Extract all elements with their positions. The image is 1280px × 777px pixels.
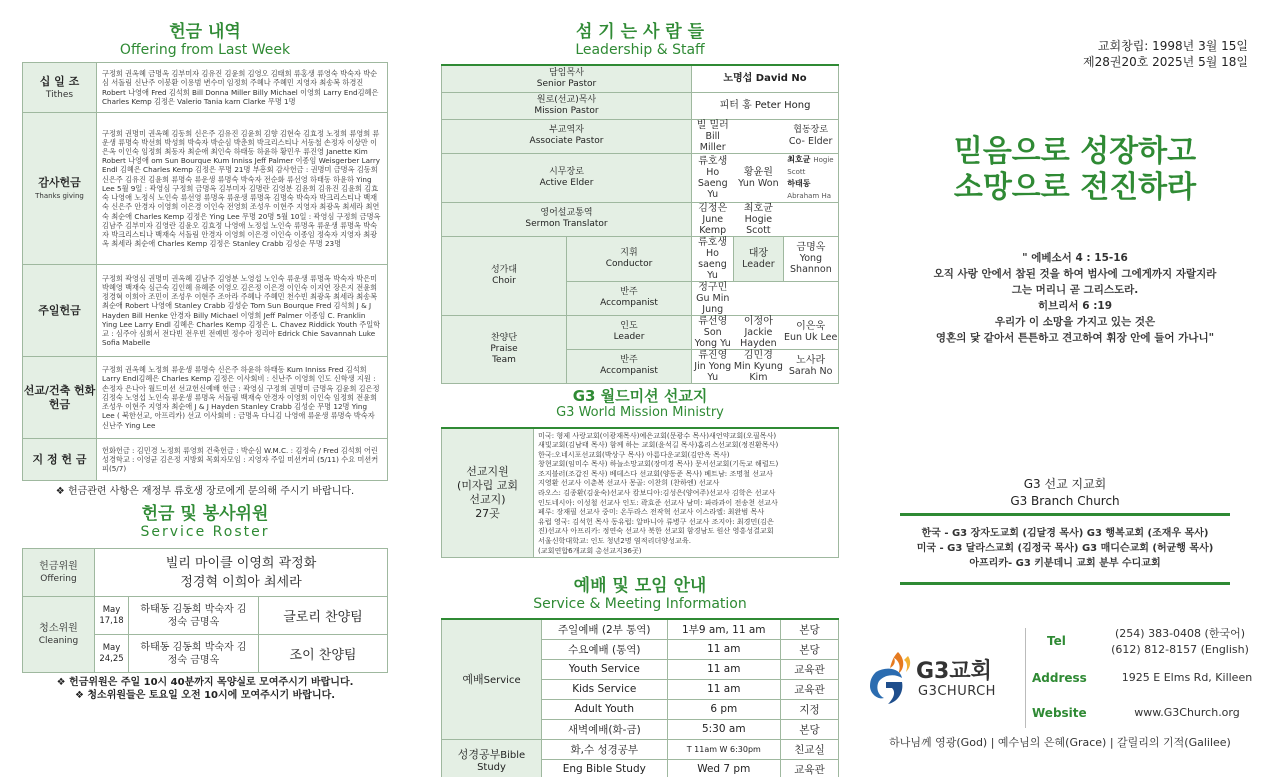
worship-category-en: Bible Study: [477, 749, 526, 773]
branch-line: 아프리카- G3 키분데니 교회 분부 수디교회: [969, 558, 1161, 569]
cleaning-names: 하태동 김동희 박숙자 김정숙 금명옥: [129, 635, 259, 673]
website-label-text: Website: [1032, 706, 1087, 720]
mission-pastor-name: 피터 홍 Peter Hong: [692, 92, 839, 119]
worship-table: [441, 618, 839, 777]
mission-line: 미국: 형제 사랑교회(이광재목사)예은교회(문광수 목사)새언약교회(오필목사): [538, 430, 777, 440]
service-place: 지정: [781, 699, 839, 719]
roster-cleaning-row: [23, 597, 388, 635]
website-link[interactable]: www.G3Church.org: [1134, 706, 1240, 719]
cleaning-names: 하태동 김동희 박숙자 김정숙 금명옥: [129, 597, 259, 635]
mission-line: 유럽 영국: 김석헌 목사 동유럽: 알바니아 류병구 선교사 조지아: 최경민(김은: [538, 516, 774, 526]
person-name-en: Bill Miller: [699, 130, 726, 153]
mission-line: 창현교회(임미수 목사) 하늘소망교회(장미경 목사) 문서선교회(기독교 해럴드): [538, 459, 779, 469]
person-name: 금명옥: [796, 242, 826, 253]
sub-role-label-en: Leader: [742, 258, 775, 270]
branch-subtitle: G3 Branch Church: [1010, 494, 1120, 508]
worship-category: 예배: [462, 673, 484, 687]
worship-category: 성경공부: [457, 747, 501, 761]
mission-list: [534, 428, 839, 558]
mission-label: 선교지원: [466, 464, 509, 478]
leadership-table: [441, 64, 839, 384]
roster-label-en: Cleaning: [38, 635, 79, 646]
verse-line: 그는 머리니 곧 그리스도라.: [1011, 284, 1139, 296]
role-label-en: Associate Pastor: [529, 136, 604, 146]
worship-header: [441, 576, 839, 612]
service-time: 6 pm: [667, 699, 780, 719]
person-name: 이정아: [743, 315, 773, 327]
person-name-en: Hogie Scott: [744, 213, 773, 236]
row-senior-pastor: [442, 65, 839, 92]
mission-line: 한국:오네시포선교회(박상구 목사) 아름다운교회(김안옥 목사): [538, 449, 730, 459]
roster-subtitle: Service Roster: [140, 524, 270, 540]
service-place: 교육관: [781, 759, 839, 777]
tel-values: [1100, 626, 1260, 658]
person-name-en: Min Kyung Kim: [733, 360, 783, 383]
person-name: 노사라: [796, 355, 826, 366]
service-time: 5:30 am: [667, 719, 780, 739]
motto-line: 믿음으로 성장하고: [953, 134, 1197, 169]
co-elder-label-en: Co- Elder: [788, 136, 833, 147]
row-mission-pastor: [442, 92, 839, 119]
sub-role-label-en: Leader: [613, 332, 645, 342]
offering-committee-line: 빌리 마이클 이영희 곽정화: [165, 555, 317, 571]
person-name-en: June Kemp: [699, 213, 727, 236]
person-name: 이은욱: [796, 321, 826, 332]
roster-label: 헌금위원: [39, 560, 78, 572]
offering-note: ❖ 헌금관련 사항은 재정부 류호생 장로에게 문의해 주시기 바랍니다.: [55, 486, 355, 497]
offering-table: [22, 62, 388, 481]
footer-slogan: 하나님께 영광(God) | 예수님의 은혜(Grace) | 갈릴리의 기적(Galilee): [889, 736, 1231, 749]
offering-names: 헌화헌금 : 김민경 노정희 류영희 건축헌금 : 박순심 W.M.C. : 김정숙 / Fred 김석희 어린성경학교 : 이영균 김은정 지방회 목회자모임 : 지영자 주일 미션커피 (5/11) 수요 미션커피(5/7): [97, 439, 388, 481]
mission-line: 라오스: 김종환(김윤숙)선교사 캄보디아:김성은(양여주)선교사 김학은 선교사: [538, 488, 776, 498]
leadership-header: [441, 22, 839, 58]
tel-label-text: Tel: [1047, 634, 1066, 648]
worship-row: [442, 619, 839, 639]
website-label: [1032, 706, 1087, 720]
person-name-en: Abraham Ha: [787, 191, 832, 200]
roster-note: ❖ 청소위원들은 토요일 오전 10시에 모여주시기 바랍니다.: [74, 690, 336, 701]
person-name-en: Gu Min Jung: [696, 292, 730, 315]
branch-line: 미국 - G3 달라스교회 (김정국 목사) G3 매디슨교회 (허균행 목사): [916, 543, 1214, 554]
role-label: 영어설교통역: [540, 208, 593, 218]
sub-role-label: 지휘: [620, 247, 638, 258]
roster-header: [22, 504, 388, 540]
sub-role-label-en: Accompanist: [600, 298, 658, 308]
logo-text: G3교회: [916, 659, 992, 684]
service-place: 본당: [781, 619, 839, 639]
mission-line: 조지블러(조갑진 목사) 베데스다 선교회(양동준 목사) 베트남: 조명철 선교사: [538, 468, 773, 478]
roster-title: 헌금 및 봉사위원: [141, 504, 269, 524]
verse-line: 히브리서 6 :19: [1038, 300, 1112, 312]
mission-line: 서울신학대학교: 인도 청년2명 염적리더양성교육.: [538, 536, 691, 546]
role-label-en: Active Elder: [539, 177, 594, 188]
column-offering: [22, 0, 388, 777]
tel-english[interactable]: (612) 812-8157 (English): [1111, 643, 1249, 656]
row-label-en: Tithes: [45, 89, 74, 100]
branch-title: G3 선교 지교회: [1023, 477, 1107, 491]
role-label: 부교역자: [549, 125, 584, 135]
mission-label: 선교지): [469, 492, 506, 506]
co-elder-label: 협동장로: [793, 125, 829, 135]
sub-role-label: 반주: [620, 355, 638, 365]
person-name: 빌 밀러: [696, 119, 729, 131]
offering-row-designated: [23, 439, 388, 481]
scripture: [880, 250, 1270, 346]
offering-committee-line: 정경혁 이희아 최세라: [180, 574, 302, 590]
role-label-en: Mission Pastor: [534, 105, 599, 116]
service-place: 친교실: [781, 739, 839, 759]
cleaning-date: May 24,25: [95, 635, 129, 673]
contact-divider: [1025, 628, 1026, 728]
service-time: 11 am: [667, 639, 780, 659]
worship-row: [442, 739, 839, 759]
address-value[interactable]: 1925 E Elms Rd, Killeen: [1121, 671, 1253, 684]
issue-info: [1083, 38, 1248, 70]
service-time: 11 am: [667, 659, 780, 679]
address-label: [1032, 671, 1087, 685]
service-place: 본당: [781, 719, 839, 739]
person-name-en: Yun Won: [738, 177, 779, 189]
verse-line: 영혼의 닻 같아서 튼튼하고 견고하여 휘장 안에 들어 가나니": [935, 332, 1215, 344]
sub-role-label: 반주: [620, 287, 638, 297]
cleaning-team: 조이 찬양팀: [259, 635, 388, 673]
person-name: 최호균: [787, 154, 811, 164]
offering-row-sunday: [23, 265, 388, 357]
mission-subtitle: G3 World Mission Ministry: [556, 404, 724, 420]
person-name: 류선영: [698, 315, 728, 327]
role-label-en: Choir: [492, 275, 516, 286]
address-label-text: Address: [1032, 671, 1087, 685]
person-name-en: Ho Saeng Yu: [697, 166, 728, 200]
mission-line: 인도네시아: 이성철 선교사 인도: 곽효준 선교사 남미: 파라과이 전송천 선교사: [538, 497, 778, 507]
role-label-en: Sermon Translator: [525, 219, 608, 229]
row-label: 감사헌금: [38, 175, 81, 189]
service-name: 수요예배 (통역): [542, 639, 668, 659]
person-name-en: Eun Uk Lee: [783, 332, 838, 343]
mission-line: 지영환 선교사 이춘복 선교사 몽골: 이찬희 (찬하엔) 선교사: [538, 478, 720, 488]
service-place: 본당: [781, 639, 839, 659]
offering-names: 구정희 권옥혜 노정희 류운생 류명숙 신은주 하윤하 하태동 Kum Inniss Fred 김석희 Larry Endl김혜은 Charles Kemp 김정은 이사회비 : 신난주 이영희 인도 신학생 지원 : 손정자 은나아 월드미션 선교헌신예배 헌금 : 곽영심 구정희 권명미 금명옥 김윤희 김은정 김정숙 노영섭 노인숙 류운생 류명옥 서돌림 백재숙 안경자 이영희 이인숙 임정희 전윤희 조성우 이현주 지영자 최순애 J & J Hayden Stanley Crabb 김성순 무명 12명 Ying Lee ( 북한선교, 아프리카) 선교 이사회비 : 금명옥 다니김 나영애 류운생 류명숙 박숙자 신난주 Ying Lee: [97, 357, 388, 439]
mission-line: 새빛교회(김남태 목사) 함께 하는 교회(윤석길 목사)홈리스선교회(정진환목사): [538, 440, 779, 450]
person-name-en: Son Yong Yu: [694, 326, 731, 349]
person-name: 류호생: [698, 236, 727, 248]
cleaning-date: May 17,18: [95, 597, 129, 635]
leadership-subtitle: Leadership & Staff: [575, 42, 705, 58]
person-name-en: Sarah No: [788, 366, 833, 377]
service-name: 새벽예배(화-금): [542, 719, 668, 739]
row-label: 십 일 조: [39, 74, 80, 88]
column-leadership: [441, 0, 839, 777]
issue-number: 제28권20호 2025년 5월 18일: [1083, 55, 1248, 69]
service-time: 11 am: [667, 679, 780, 699]
service-time: Wed 7 pm: [667, 759, 780, 777]
sub-role-label-en: Conductor: [605, 258, 653, 269]
worship-title: 예배 및 모임 안내: [573, 576, 707, 597]
motto: [880, 134, 1270, 206]
offering-header: [22, 22, 388, 58]
service-name: Youth Service: [542, 659, 668, 679]
mission-label: (미자립 교회: [457, 478, 518, 492]
person-name: 하태동: [787, 178, 811, 188]
service-place: 교육관: [781, 679, 839, 699]
role-label: 담임목사: [549, 67, 584, 78]
role-label: 시무장로: [549, 166, 584, 177]
g3-flame-logo-icon: [868, 648, 914, 708]
church-logo: [868, 648, 1018, 712]
column-cover: [880, 0, 1270, 777]
roster-table: [22, 548, 388, 673]
mission-title: G3 월드미션 선교지: [572, 386, 708, 405]
verse-line: 우리가 이 소망을 가지고 있는 것은: [994, 316, 1156, 328]
branch-list: [900, 513, 1230, 585]
service-name: Eng Bible Study: [542, 759, 668, 777]
row-choir-conductor: [442, 236, 839, 281]
senior-pastor-name: 노명섭 David No: [692, 65, 839, 92]
role-label: 성가대: [490, 264, 518, 275]
branch-line: 한국 - G3 장자도교회 (김달경 목사) G3 행복교회 (조재우 목사): [921, 528, 1209, 539]
role-label: 원로(선교)목사: [536, 94, 597, 105]
service-name: Adult Youth: [542, 699, 668, 719]
service-name: 화,수 성경공부: [542, 739, 668, 759]
service-time: T 11am W 6:30pm: [667, 739, 780, 759]
person-name: 김민경: [743, 349, 773, 361]
role-label-en: Praise: [490, 343, 518, 354]
service-place: 교육관: [781, 659, 839, 679]
mission-line: 페루: 장재필 선교사 중미: 온두라스 전작혁 선교사 이스라엘: 최완범 목사: [538, 507, 765, 517]
worship-subtitle: Service & Meeting Information: [533, 596, 747, 613]
role-label: 찬양단: [490, 332, 518, 343]
mission-table: [441, 427, 839, 559]
mission-line: 진)선교사 아프리카: 정연숙 선교사 북한 선교회 함경남도 원산 영흥성결교회: [538, 526, 774, 536]
person-name: 류호생: [698, 155, 728, 167]
service-name: Kids Service: [542, 679, 668, 699]
person-name: 류진영: [698, 349, 728, 361]
row-praise-leader: [442, 315, 839, 349]
verse-line: 오직 사랑 안에서 참된 것을 하여 범사에 그에게까지 자랄지라: [933, 268, 1217, 280]
sub-role-label: 인도: [620, 321, 638, 331]
offering-title: 헌금 내역: [169, 22, 241, 42]
roster-offering-row: [23, 549, 388, 597]
offering-names: 구정희 권명미 권옥혜 김동희 신은주 김유진 김윤희 김향 김현숙 김효정 노정희 류영희 류운생 류명숙 박선희 박성희 박숙자 박순심 박춘희 박크리스티나 서동철 손정자 이상만 이은옥 이인숙 임정희 최동자 최순애 최인숙 하태동 하윤하 황민우 류진영 Janette Kim Robert 나영애 om Sun Bourque Kum Inniss Jeff Palmer 이종임 Weisgerber Larry Endl 김혜은 Charles Kemp 김정은 무명 21명 부흥회 감사헌금 : 권명미 금명옥 김동희 신은주 김유진 김윤희 류명숙 류운생 류명숙 박숙자 전순화 류선영 하태동 하윤하 Ying Lee 5월 9일 : 곽영심 구정희 금명옥 김부미자 김명란 김영분 김윤희 김유진 김윤희 김효숙 나영애 노정식 노인숙 류선영 류명옥 류운생 류명옥 김명숙 박숙자 박크리스티나 백재숙 신은주 안경자 이영희 이은경 이인숙 전영희 조성우 이현주 지영자 최광옥 최세라 최연숙 최순애 Charles Kemp 김정은 Ying Lee 무명 20명 5월 10일 : 곽영심 구정희 금명옥 김남주 김부미자 김영란 김윤오 김효정 나영애 노정섭 노인숙 류명옥 류운생 류명옥 박숙자 박크리스티나 백재숙 서돌림 안경자 이영희 이은경 이인숙 이종임 정숙자 지영자 최광옥 최세라 최순애 Charles Kemp 김정은 Stanley Crabb 김성순 무명 23명: [97, 113, 388, 265]
founded-date: 교회창립: 1998년 3월 15일: [1097, 39, 1248, 53]
verse-line: " 에베소서 4 : 15-16: [1022, 252, 1128, 264]
roster-notes: [22, 676, 388, 702]
row-label: 주일헌금: [38, 303, 81, 317]
service-name: 주일예배 (2부 통역): [542, 619, 668, 639]
mission-line: (교회연합6개교회 총선교지36곳): [538, 545, 642, 555]
person-name: 김정은: [698, 202, 728, 214]
row-label: 지 정 헌 금: [32, 452, 87, 466]
person-name-en: Yong Shannon: [790, 253, 832, 275]
leadership-title: 섬 기 는 사 람 들: [575, 22, 705, 42]
mission-header: [441, 387, 839, 421]
row-active-elder: [442, 153, 839, 202]
person-name-en: Ho saeng Yu: [698, 247, 727, 281]
person-name: 황윤원: [743, 166, 773, 178]
roster-label: 청소위원: [39, 622, 78, 634]
row-sermon-translator: [442, 202, 839, 236]
person-name-en: Jin Yong Yu: [694, 360, 732, 383]
offering-subtitle: Offering from Last Week: [119, 42, 291, 58]
cleaning-team: 글로리 찬양팀: [259, 597, 388, 635]
tel-label: [1047, 634, 1066, 648]
row-associate-pastor: [442, 119, 839, 153]
person-name-en: Hogie Scott: [787, 155, 834, 176]
motto-line: 소망으로 전진하라: [953, 170, 1197, 205]
sub-role-label-en: Accompanist: [600, 366, 658, 376]
sub-role-label: 대장: [748, 247, 769, 259]
roster-note: ❖ 헌금위원은 주일 10시 40분까지 목양실로 모여주시기 바랍니다.: [56, 677, 354, 688]
person-name-en: Jackie Hayden: [740, 326, 777, 349]
offering-names: 구정희 곽영심 권명미 권옥혜 김남주 김영분 노영섭 노인숙 류운생 류명옥 박숙자 박은미 박혜영 백재숙 심근숙 김인혜 유혜준 이영오 김은정 이은경 이인숙 이지연 장은지 전윤희 정경혁 이희아 조민이 조성우 이현주 조아라 주혜나 주혜민 천수빈 최광옥 최세라 최송복 최순애 Robert 나영애 Stanley Crabb 김성순 Tom Sun Bourque Fred 김석희 J & J Hayden Bill Henke 안경자 Billy Michael 이영희 Jeff Palmer 이종임 C. Franklin Ying Lee Larry Endl 김혜은 Charles Kemp 김정은 L. Chavez Riddick Youth 주일학교 : 심주아 심희서 전다빈 전우빈 전예빈 정수아 정리아 Edrick Chie Savannah Luke Sofia Mabelle: [97, 265, 388, 357]
worship-category-en: Service: [483, 675, 521, 687]
offering-row-thanks: [23, 113, 388, 265]
offering-row-mission: [23, 357, 388, 439]
logo-subtext: G3CHURCH: [918, 684, 996, 699]
service-time: 1부9 am, 11 am: [667, 619, 780, 639]
role-label-en: Team: [492, 354, 516, 365]
row-label-en: Thanks giving: [35, 191, 84, 200]
row-label: 선교/건축 헌화헌금: [23, 383, 96, 411]
mission-label: 27곳: [475, 506, 500, 520]
tel-korean[interactable]: (254) 383-0408 (한국어): [1115, 627, 1245, 640]
roster-label-en: Offering: [40, 573, 77, 584]
role-label-en: Senior Pastor: [536, 78, 597, 89]
person-name: 정구민: [698, 281, 728, 293]
offering-row-tithes: [23, 63, 388, 113]
offering-names: 구정희 권옥혜 금명옥 김부미자 김유진 김윤희 김영오 김태희 류홍생 류영숙 박숙자 박순심 서돌림 신난주 이봉환 이용범 변수미 임정희 주혜나 주혜민 지영자 최송복 하경진 Robert 나영애 Fred 김석희 Bill Donna Miller Billy Michael 이영희 Larry End김혜은 Charles Kemp 김정은 Valerio Tania karn Clarke 무명 1명: [97, 63, 388, 113]
person-name: 최호균: [743, 202, 773, 214]
branch-heading: [900, 476, 1230, 510]
